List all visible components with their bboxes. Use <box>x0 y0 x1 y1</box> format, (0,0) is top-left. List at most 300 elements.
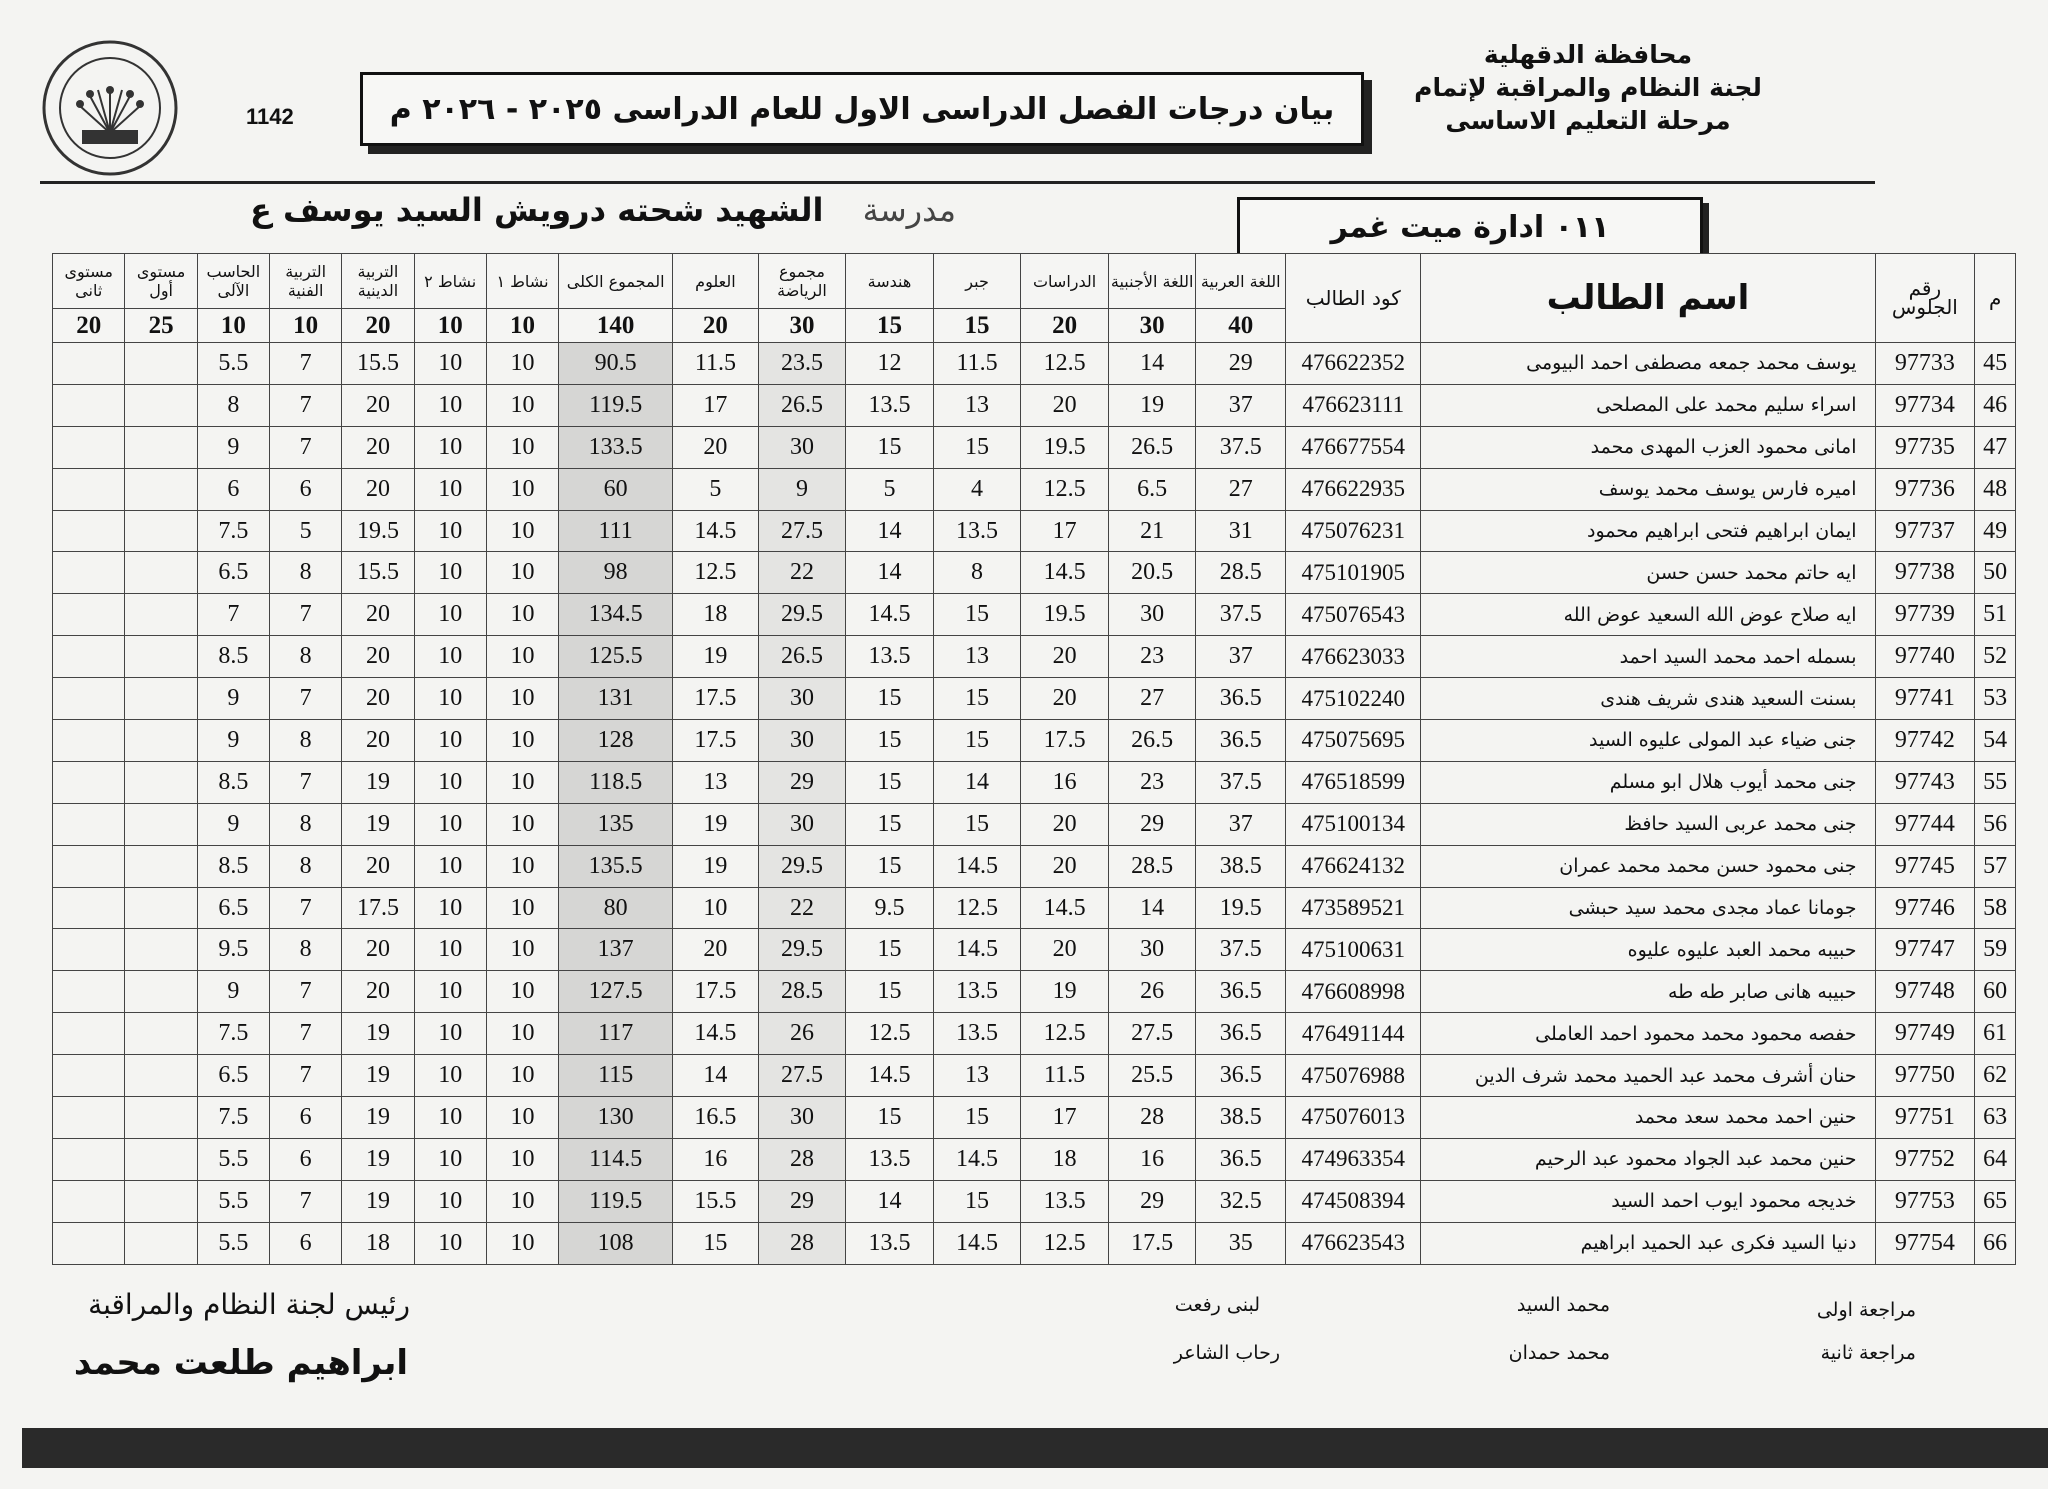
cell-seat-number: 97753 <box>1875 1180 1975 1222</box>
cell-math-total: 29 <box>758 1180 846 1222</box>
cell-religion: 17.5 <box>342 887 414 929</box>
cell-arabic: 29 <box>1196 343 1286 385</box>
cell-geometry: 13.5 <box>846 384 934 426</box>
cell-social-studies: 20 <box>1021 678 1109 720</box>
cell-geometry: 15 <box>846 929 934 971</box>
cell-computer: 7.5 <box>197 510 269 552</box>
cell-art: 8 <box>270 720 342 762</box>
cell-student-name: جومانا عماد مجدى محمد سيد حبشى <box>1421 887 1875 929</box>
column-header-arabic: اللغة العربية <box>1196 254 1286 309</box>
cell-algebra: 13 <box>933 1055 1021 1097</box>
cell-grand-total: 118.5 <box>559 761 673 803</box>
cell-religion: 20 <box>342 720 414 762</box>
cell-math-total: 27.5 <box>758 510 846 552</box>
scan-edge-bar <box>22 1428 2048 1468</box>
cell-art: 7 <box>270 678 342 720</box>
cell-student-name: اميره فارس يوسف محمد يوسف <box>1421 468 1875 510</box>
cell-foreign-language: 28 <box>1108 1097 1196 1139</box>
cell-activity-1: 10 <box>486 929 558 971</box>
cell-geometry: 15 <box>846 678 934 720</box>
cell-art: 7 <box>270 1055 342 1097</box>
cell-science: 14 <box>673 1055 759 1097</box>
cell-religion: 19 <box>342 803 414 845</box>
cell-foreign-language: 23 <box>1108 636 1196 678</box>
cell-computer: 5.5 <box>197 1222 269 1264</box>
grades-table <box>52 253 2016 1265</box>
cell-grand-total: 125.5 <box>559 636 673 678</box>
cell-level-1 <box>125 1222 197 1264</box>
cell-math-total: 29.5 <box>758 594 846 636</box>
table-row <box>53 678 2016 720</box>
cell-social-studies: 12.5 <box>1021 1013 1109 1055</box>
table-row <box>53 803 2016 845</box>
cell-geometry: 15 <box>846 1097 934 1139</box>
cell-foreign-language: 23 <box>1108 761 1196 803</box>
cell-level-1 <box>125 1013 197 1055</box>
cell-activity-2: 10 <box>414 929 486 971</box>
cell-foreign-language: 28.5 <box>1108 845 1196 887</box>
cell-student-code: 475102240 <box>1286 678 1421 720</box>
cell-level-1 <box>125 1138 197 1180</box>
cell-seat-number: 97735 <box>1875 426 1975 468</box>
cell-seat-number: 97737 <box>1875 510 1975 552</box>
cell-level-2 <box>53 1138 125 1180</box>
cell-algebra: 15 <box>933 1097 1021 1139</box>
cell-math-total: 9 <box>758 468 846 510</box>
cell-social-studies: 19.5 <box>1021 426 1109 468</box>
cell-geometry: 14 <box>846 552 934 594</box>
cell-art: 5 <box>270 510 342 552</box>
cell-activity-2: 10 <box>414 971 486 1013</box>
cell-level-2 <box>53 1097 125 1139</box>
cell-geometry: 13.5 <box>846 1222 934 1264</box>
cell-idx: 51 <box>1975 594 2016 636</box>
cell-activity-1: 10 <box>486 510 558 552</box>
cell-student-code: 473589521 <box>1286 887 1421 929</box>
cell-student-code: 476622935 <box>1286 468 1421 510</box>
cell-social-studies: 20 <box>1021 845 1109 887</box>
cell-activity-2: 10 <box>414 426 486 468</box>
cell-algebra: 15 <box>933 594 1021 636</box>
column-header-geometry: هندسة <box>846 254 934 309</box>
cell-activity-1: 10 <box>486 678 558 720</box>
cell-algebra: 12.5 <box>933 887 1021 929</box>
cell-activity-2: 10 <box>414 1013 486 1055</box>
cell-math-total: 29.5 <box>758 929 846 971</box>
cell-geometry: 14 <box>846 1180 934 1222</box>
cell-level-1 <box>125 845 197 887</box>
max-score-foreign-language: 30 <box>1108 309 1196 343</box>
cell-seat-number: 97751 <box>1875 1097 1975 1139</box>
cell-student-name: جنى محمود حسن محمد محمد عمران <box>1421 845 1875 887</box>
cell-social-studies: 19.5 <box>1021 594 1109 636</box>
cell-level-1 <box>125 594 197 636</box>
cell-arabic: 36.5 <box>1196 1013 1286 1055</box>
cell-arabic: 37 <box>1196 803 1286 845</box>
table-row <box>53 1138 2016 1180</box>
cell-religion: 19 <box>342 761 414 803</box>
cell-computer: 6.5 <box>197 552 269 594</box>
cell-activity-2: 10 <box>414 468 486 510</box>
cell-grand-total: 127.5 <box>559 971 673 1013</box>
cell-algebra: 14.5 <box>933 1222 1021 1264</box>
table-row <box>53 1222 2016 1264</box>
cell-computer: 9.5 <box>197 929 269 971</box>
cell-religion: 20 <box>342 468 414 510</box>
cell-level-2 <box>53 803 125 845</box>
cell-student-code: 476677554 <box>1286 426 1421 468</box>
cell-student-name: حفصه محمود محمد محمود احمد العاملى <box>1421 1013 1875 1055</box>
column-header-level-1: مستوى أول <box>125 254 197 309</box>
cell-seat-number: 97741 <box>1875 678 1975 720</box>
cell-grand-total: 134.5 <box>559 594 673 636</box>
cell-activity-2: 10 <box>414 636 486 678</box>
cell-idx: 46 <box>1975 384 2016 426</box>
cell-grand-total: 90.5 <box>559 343 673 385</box>
cell-arabic: 37 <box>1196 384 1286 426</box>
committee-seal <box>40 38 180 178</box>
cell-social-studies: 14.5 <box>1021 552 1109 594</box>
cell-math-total: 28 <box>758 1222 846 1264</box>
cell-science: 16 <box>673 1138 759 1180</box>
cell-student-code: 475101905 <box>1286 552 1421 594</box>
cell-computer: 6.5 <box>197 1055 269 1097</box>
cell-geometry: 15 <box>846 426 934 468</box>
cell-student-code: 476622352 <box>1286 343 1421 385</box>
cell-activity-2: 10 <box>414 1180 486 1222</box>
cell-grand-total: 137 <box>559 929 673 971</box>
review2-label: مراجعة ثانية <box>1820 1342 1916 1364</box>
cell-science: 20 <box>673 426 759 468</box>
cell-student-code: 476623111 <box>1286 384 1421 426</box>
cell-grand-total: 98 <box>559 552 673 594</box>
cell-science: 17.5 <box>673 971 759 1013</box>
cell-social-studies: 17 <box>1021 1097 1109 1139</box>
max-score-algebra: 15 <box>933 309 1021 343</box>
cell-student-code: 474963354 <box>1286 1138 1421 1180</box>
cell-religion: 20 <box>342 929 414 971</box>
cell-activity-1: 10 <box>486 1097 558 1139</box>
cell-foreign-language: 20.5 <box>1108 552 1196 594</box>
cell-level-2 <box>53 594 125 636</box>
cell-arabic: 36.5 <box>1196 1138 1286 1180</box>
cell-grand-total: 114.5 <box>559 1138 673 1180</box>
column-header-art: التربية الفنية <box>270 254 342 309</box>
cell-geometry: 13.5 <box>846 636 934 678</box>
cell-math-total: 30 <box>758 803 846 845</box>
cell-seat-number: 97749 <box>1875 1013 1975 1055</box>
cell-art: 7 <box>270 1013 342 1055</box>
cell-activity-2: 10 <box>414 343 486 385</box>
cell-activity-1: 10 <box>486 761 558 803</box>
cell-geometry: 15 <box>846 720 934 762</box>
cell-activity-2: 10 <box>414 887 486 929</box>
column-header-seat-number: رقم الجلوس <box>1875 254 1975 343</box>
column-header-math-total: مجموع الرياضة <box>758 254 846 309</box>
page-title: بيان درجات الفصل الدراسى الاول للعام الدراسى ٢٠٢٥ - ٢٠٢٦ م <box>360 72 1364 146</box>
cell-science: 17.5 <box>673 678 759 720</box>
cell-computer: 9 <box>197 720 269 762</box>
cell-student-name: ايه حاتم محمد حسن حسن <box>1421 552 1875 594</box>
cell-idx: 57 <box>1975 845 2016 887</box>
table-row <box>53 384 2016 426</box>
cell-student-code: 475076988 <box>1286 1055 1421 1097</box>
cell-level-1 <box>125 426 197 468</box>
cell-social-studies: 20 <box>1021 929 1109 971</box>
chair-name: ابراهيم طلعت محمد <box>73 1343 408 1383</box>
cell-activity-1: 10 <box>486 1013 558 1055</box>
cell-idx: 49 <box>1975 510 2016 552</box>
cell-activity-2: 10 <box>414 678 486 720</box>
cell-student-name: خديجه محمود ايوب احمد السيد <box>1421 1180 1875 1222</box>
cell-activity-1: 10 <box>486 384 558 426</box>
cell-science: 19 <box>673 803 759 845</box>
cell-idx: 58 <box>1975 887 2016 929</box>
cell-activity-2: 10 <box>414 384 486 426</box>
table-row <box>53 761 2016 803</box>
column-header-computer: الحاسب الآلى <box>197 254 269 309</box>
cell-algebra: 14.5 <box>933 845 1021 887</box>
cell-math-total: 27.5 <box>758 1055 846 1097</box>
cell-student-name: دنيا السيد فكرى عبد الحميد ابراهيم <box>1421 1222 1875 1264</box>
header-labels-row <box>53 254 2016 309</box>
cell-social-studies: 19 <box>1021 971 1109 1013</box>
cell-math-total: 30 <box>758 426 846 468</box>
cell-science: 15.5 <box>673 1180 759 1222</box>
cell-level-1 <box>125 1055 197 1097</box>
column-header-algebra: جبر <box>933 254 1021 309</box>
cell-grand-total: 119.5 <box>559 384 673 426</box>
cell-level-1 <box>125 1180 197 1222</box>
cell-foreign-language: 29 <box>1108 803 1196 845</box>
table-row <box>53 594 2016 636</box>
cell-algebra: 13.5 <box>933 510 1021 552</box>
cell-student-code: 475076543 <box>1286 594 1421 636</box>
cell-science: 15 <box>673 1222 759 1264</box>
cell-arabic: 36.5 <box>1196 1055 1286 1097</box>
cell-science: 17 <box>673 384 759 426</box>
cell-activity-2: 10 <box>414 761 486 803</box>
cell-science: 19 <box>673 636 759 678</box>
cell-computer: 6.5 <box>197 887 269 929</box>
cell-science: 14.5 <box>673 510 759 552</box>
cell-student-code: 476623543 <box>1286 1222 1421 1264</box>
cell-math-total: 28 <box>758 1138 846 1180</box>
cell-religion: 19 <box>342 1097 414 1139</box>
cell-religion: 20 <box>342 384 414 426</box>
cell-activity-1: 10 <box>486 845 558 887</box>
cell-computer: 7.5 <box>197 1013 269 1055</box>
table-row <box>53 552 2016 594</box>
cell-computer: 6 <box>197 468 269 510</box>
cell-art: 7 <box>270 1180 342 1222</box>
cell-algebra: 13 <box>933 384 1021 426</box>
cell-activity-1: 10 <box>486 1180 558 1222</box>
cell-arabic: 37 <box>1196 636 1286 678</box>
cell-student-name: امانى محمود العزب المهدى محمد <box>1421 426 1875 468</box>
cell-arabic: 38.5 <box>1196 845 1286 887</box>
max-score-math-total: 30 <box>758 309 846 343</box>
max-score-science: 20 <box>673 309 759 343</box>
cell-foreign-language: 27 <box>1108 678 1196 720</box>
cell-computer: 5.5 <box>197 343 269 385</box>
cell-student-name: حنين احمد محمد سعد محمد <box>1421 1097 1875 1139</box>
cell-social-studies: 20 <box>1021 803 1109 845</box>
max-score-grand-total: 140 <box>559 309 673 343</box>
cell-computer: 9 <box>197 678 269 720</box>
cell-idx: 48 <box>1975 468 2016 510</box>
cell-foreign-language: 26.5 <box>1108 720 1196 762</box>
cell-activity-1: 10 <box>486 971 558 1013</box>
cell-student-name: ايه صلاح عوض الله السعيد عوض الله <box>1421 594 1875 636</box>
cell-math-total: 26.5 <box>758 384 846 426</box>
table-row <box>53 468 2016 510</box>
cell-level-1 <box>125 1097 197 1139</box>
cell-level-1 <box>125 510 197 552</box>
cell-seat-number: 97742 <box>1875 720 1975 762</box>
review1-name-b: لبنى رفعت <box>1174 1294 1260 1316</box>
table-row <box>53 426 2016 468</box>
cell-activity-1: 10 <box>486 343 558 385</box>
cell-level-1 <box>125 971 197 1013</box>
cell-grand-total: 119.5 <box>559 1180 673 1222</box>
cell-computer: 9 <box>197 971 269 1013</box>
cell-geometry: 9.5 <box>846 887 934 929</box>
cell-religion: 19 <box>342 1180 414 1222</box>
authority-line-3: مرحلة التعليم الاساسى <box>1445 106 1731 135</box>
cell-student-code: 476623033 <box>1286 636 1421 678</box>
cell-computer: 8.5 <box>197 761 269 803</box>
cell-science: 16.5 <box>673 1097 759 1139</box>
cell-geometry: 14.5 <box>846 1055 934 1097</box>
cell-geometry: 5 <box>846 468 934 510</box>
cell-grand-total: 115 <box>559 1055 673 1097</box>
cell-art: 8 <box>270 803 342 845</box>
cell-student-code: 475100631 <box>1286 929 1421 971</box>
cell-foreign-language: 29 <box>1108 1180 1196 1222</box>
cell-activity-2: 10 <box>414 1055 486 1097</box>
cell-seat-number: 97746 <box>1875 887 1975 929</box>
cell-grand-total: 117 <box>559 1013 673 1055</box>
cell-computer: 8.5 <box>197 845 269 887</box>
cell-level-1 <box>125 343 197 385</box>
cell-level-1 <box>125 887 197 929</box>
cell-grand-total: 130 <box>559 1097 673 1139</box>
cell-level-2 <box>53 384 125 426</box>
cell-activity-2: 10 <box>414 1138 486 1180</box>
cell-social-studies: 17.5 <box>1021 720 1109 762</box>
cell-level-1 <box>125 468 197 510</box>
cell-science: 19 <box>673 845 759 887</box>
review1-label: مراجعة اولى <box>1816 1299 1916 1321</box>
review2-name-a: محمد حمدان <box>1508 1342 1610 1364</box>
cell-geometry: 13.5 <box>846 1138 934 1180</box>
max-score-computer: 10 <box>197 309 269 343</box>
cell-foreign-language: 16 <box>1108 1138 1196 1180</box>
cell-foreign-language: 25.5 <box>1108 1055 1196 1097</box>
cell-art: 8 <box>270 845 342 887</box>
cell-student-code: 475076231 <box>1286 510 1421 552</box>
cell-level-2 <box>53 343 125 385</box>
cell-art: 8 <box>270 552 342 594</box>
cell-computer: 5.5 <box>197 1180 269 1222</box>
cell-math-total: 29 <box>758 761 846 803</box>
column-header-student-code: كود الطالب <box>1286 254 1421 343</box>
cell-computer: 7.5 <box>197 1097 269 1139</box>
column-header-science: العلوم <box>673 254 759 309</box>
table-row <box>53 887 2016 929</box>
cell-student-name: حبيبه محمد العبد عليوه عليوه <box>1421 929 1875 971</box>
cell-seat-number: 97750 <box>1875 1055 1975 1097</box>
table-row <box>53 845 2016 887</box>
cell-student-name: حبيبه هانى صابر طه طه <box>1421 971 1875 1013</box>
cell-algebra: 13 <box>933 636 1021 678</box>
cell-math-total: 23.5 <box>758 343 846 385</box>
cell-level-2 <box>53 845 125 887</box>
cell-social-studies: 17 <box>1021 510 1109 552</box>
cell-science: 12.5 <box>673 552 759 594</box>
review2-name-b: رحاب الشاعر <box>1173 1342 1280 1364</box>
cell-level-2 <box>53 761 125 803</box>
cell-foreign-language: 21 <box>1108 510 1196 552</box>
review1-name-a: محمد السيد <box>1516 1294 1610 1316</box>
cell-level-1 <box>125 384 197 426</box>
cell-math-total: 26 <box>758 1013 846 1055</box>
table-row <box>53 510 2016 552</box>
cell-level-1 <box>125 803 197 845</box>
cell-computer: 9 <box>197 803 269 845</box>
cell-geometry: 15 <box>846 845 934 887</box>
cell-algebra: 15 <box>933 720 1021 762</box>
cell-grand-total: 80 <box>559 887 673 929</box>
cell-foreign-language: 26.5 <box>1108 426 1196 468</box>
cell-idx: 61 <box>1975 1013 2016 1055</box>
cell-science: 20 <box>673 929 759 971</box>
cell-activity-1: 10 <box>486 887 558 929</box>
administration-box: ٠١١ ادارة ميت غمر <box>1237 197 1703 257</box>
cell-science: 13 <box>673 761 759 803</box>
cell-level-2 <box>53 552 125 594</box>
cell-religion: 20 <box>342 636 414 678</box>
cell-geometry: 12.5 <box>846 1013 934 1055</box>
cell-art: 7 <box>270 384 342 426</box>
cell-grand-total: 135.5 <box>559 845 673 887</box>
cell-science: 11.5 <box>673 343 759 385</box>
cell-level-1 <box>125 552 197 594</box>
cell-level-1 <box>125 678 197 720</box>
cell-algebra: 15 <box>933 803 1021 845</box>
cell-religion: 20 <box>342 678 414 720</box>
cell-level-2 <box>53 1180 125 1222</box>
cell-art: 6 <box>270 468 342 510</box>
cell-algebra: 14.5 <box>933 1138 1021 1180</box>
cell-level-1 <box>125 929 197 971</box>
cell-activity-2: 10 <box>414 803 486 845</box>
max-score-level-1: 25 <box>125 309 197 343</box>
cell-art: 7 <box>270 594 342 636</box>
cell-math-total: 30 <box>758 720 846 762</box>
cell-activity-1: 10 <box>486 720 558 762</box>
cell-social-studies: 12.5 <box>1021 343 1109 385</box>
cell-social-studies: 12.5 <box>1021 1222 1109 1264</box>
max-score-art: 10 <box>270 309 342 343</box>
cell-idx: 50 <box>1975 552 2016 594</box>
cell-grand-total: 135 <box>559 803 673 845</box>
header-divider <box>40 181 1875 184</box>
cell-arabic: 38.5 <box>1196 1097 1286 1139</box>
cell-grand-total: 128 <box>559 720 673 762</box>
table-row <box>53 1013 2016 1055</box>
